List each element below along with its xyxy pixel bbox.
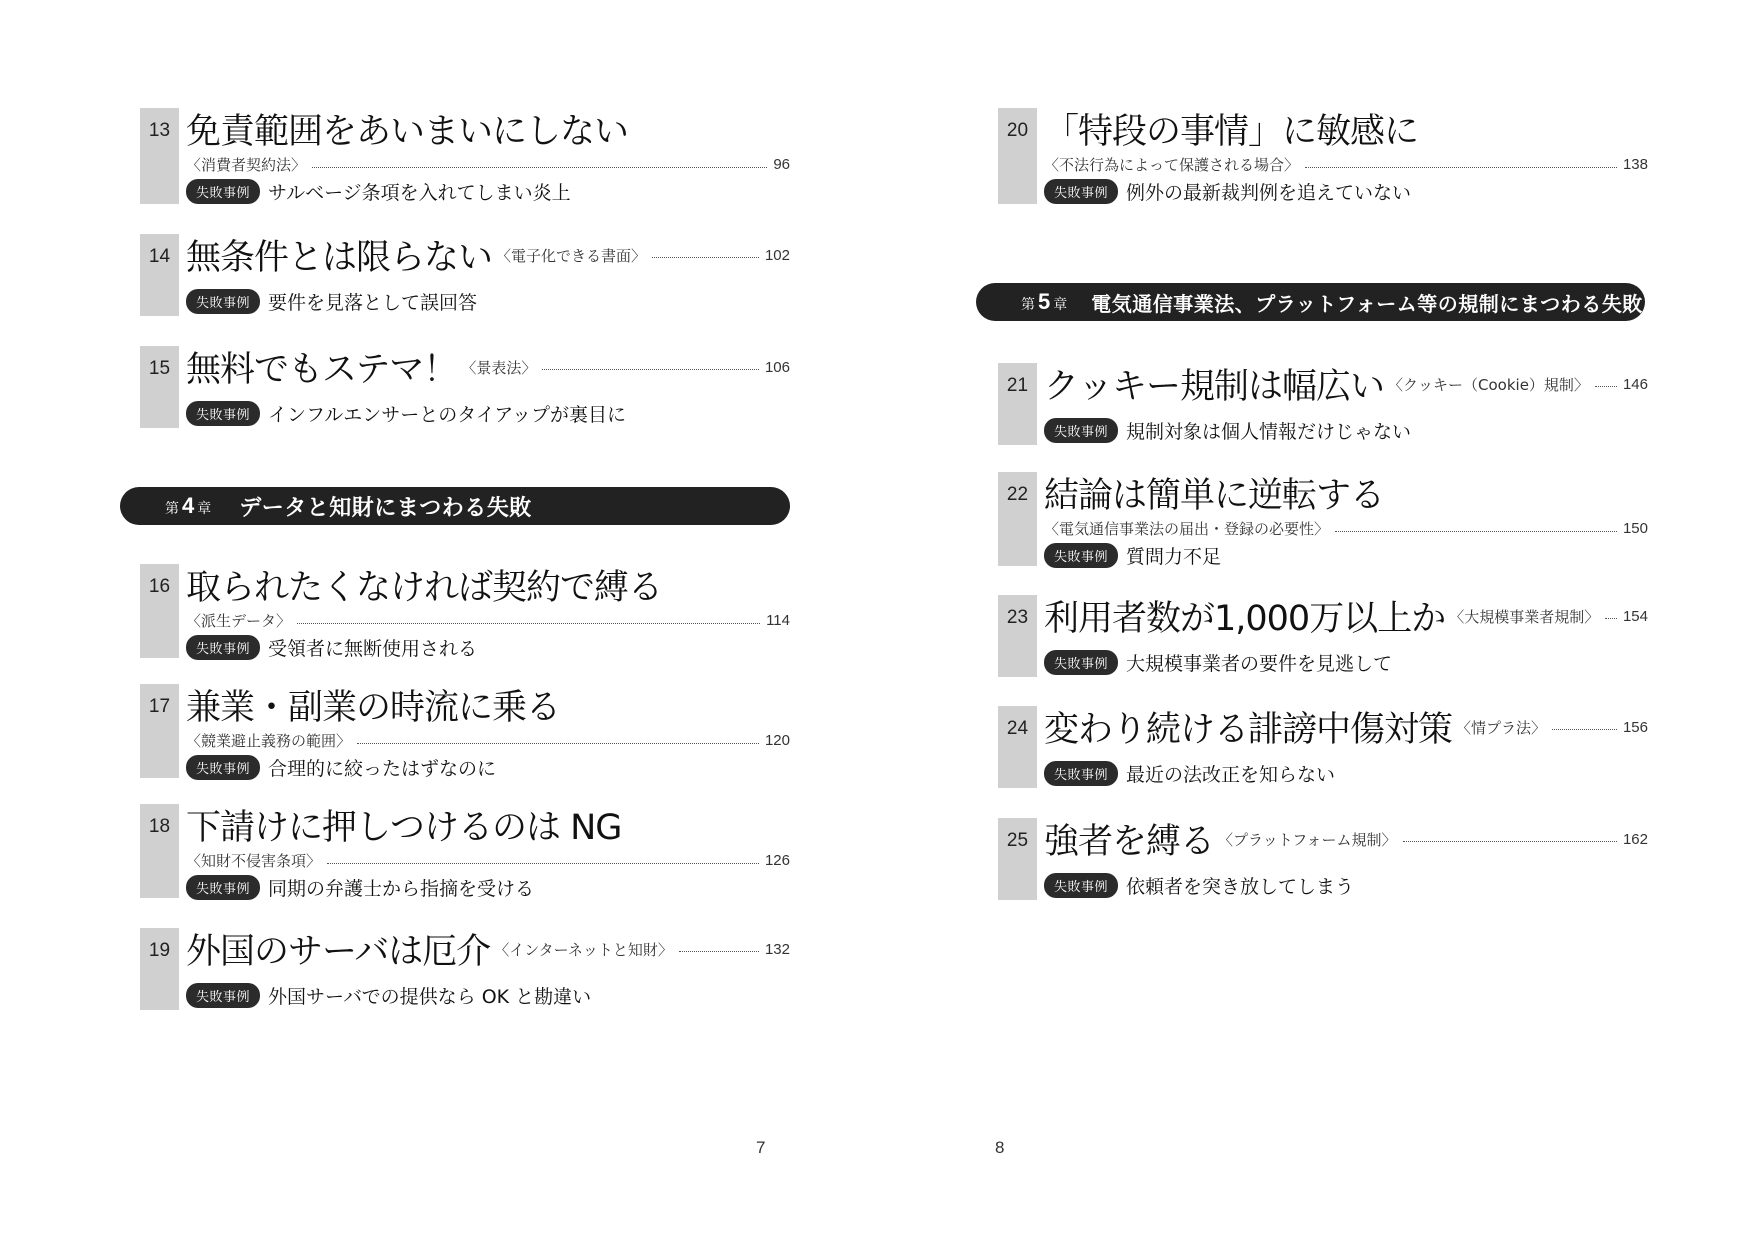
page-number-right: 8 (995, 1138, 1005, 1157)
failure-case (186, 634, 477, 661)
failure-case (186, 874, 534, 901)
chapter-title: 電気通信事業法、プラットフォーム等の規制にまつわる失敗 (1091, 291, 1643, 316)
entry-page: 120 (764, 732, 790, 749)
failure-case (186, 288, 477, 315)
entry-ref-line (186, 850, 790, 871)
entry-number: 16 (148, 576, 171, 597)
failure-case-badge: 失敗事例 (1044, 650, 1118, 675)
entry-law-ref: 〈景表法〉 (461, 358, 537, 377)
entry-title: 取られたくなければ契約で縛る (186, 568, 663, 608)
entry-page: 156 (1622, 718, 1648, 736)
failure-case-badge: 失敗事例 (186, 875, 260, 900)
failure-case (1044, 872, 1354, 899)
entry-page: 106 (764, 358, 790, 376)
entry-number: 22 (1006, 484, 1029, 505)
entry-title: 変わり続ける誹謗中傷対策 (1044, 710, 1453, 750)
entry-title: 下請けに押しつけるのは NG (186, 808, 622, 848)
entry-ref-line (186, 154, 790, 175)
failure-case-badge: 失敗事例 (186, 983, 260, 1008)
failure-case-text: 同期の弁護士から指摘を受ける (268, 878, 535, 900)
entry-ref-line (186, 730, 790, 751)
failure-case-text: 合理的に絞ったはずなのに (268, 758, 497, 780)
entry-page: 114 (766, 612, 790, 629)
failure-case-badge: 失敗事例 (186, 179, 260, 204)
entry-law-ref: 〈電子化できる書面〉 (496, 246, 647, 265)
chapter-label: 第 5 章 (1021, 289, 1068, 314)
failure-case-badge: 失敗事例 (186, 755, 260, 780)
entry-number: 21 (1006, 375, 1029, 396)
failure-case-text: インフルエンサーとのタイアップが裏目に (268, 404, 626, 426)
entry-title: 結論は簡単に逆転する (1044, 476, 1385, 516)
failure-case-text: 要件を見落として誤回答 (268, 292, 478, 314)
failure-case-badge: 失敗事例 (1044, 761, 1118, 786)
failure-case (1044, 649, 1392, 676)
page-number-left: 7 (756, 1138, 766, 1157)
entry-law-ref: 〈不法行為によって保護される場合〉 (1044, 156, 1300, 174)
entry-title: 無条件とは限らない (186, 238, 493, 278)
failure-case-text: 受領者に無断使用される (268, 638, 478, 660)
leader-dots (1305, 166, 1617, 168)
chapter-5-heading (976, 283, 1645, 321)
leader-dots (542, 368, 759, 370)
entry-ref-line (1044, 518, 1648, 539)
failure-case (1044, 542, 1221, 569)
entry-heading (1044, 359, 1648, 409)
entry-heading (186, 342, 790, 392)
failure-case (1044, 760, 1335, 787)
entry-title: 兼業・副業の時流に乗る (186, 688, 561, 728)
failure-case-badge: 失敗事例 (1044, 543, 1118, 568)
entry-title: 外国のサーバは厄介 (186, 932, 491, 972)
entry-law-ref: 〈派生データ〉 (186, 612, 292, 630)
entry-number: 20 (1006, 120, 1029, 141)
failure-case (186, 982, 591, 1009)
leader-dots (679, 950, 759, 952)
entry-page: 132 (764, 940, 790, 958)
entry-title: 免責範囲をあいまいにしない (186, 112, 629, 152)
entry-page: 96 (773, 156, 790, 173)
chapter-label: 第 4 章 (165, 493, 212, 518)
leader-dots (1605, 617, 1617, 619)
leader-dots (1335, 530, 1617, 532)
entry-heading (1044, 702, 1648, 752)
entry-page: 162 (1622, 830, 1648, 848)
entry-page: 102 (764, 246, 790, 264)
entry-title: 利用者数が1,000万以上か (1044, 599, 1446, 639)
entry-number: 17 (148, 696, 171, 717)
leader-dots (297, 622, 760, 624)
entry-law-ref: 〈消費者契約法〉 (186, 156, 307, 174)
entry-number: 18 (148, 816, 171, 837)
leader-dots (1403, 840, 1617, 842)
failure-case-badge: 失敗事例 (186, 635, 260, 660)
entry-page: 138 (1622, 156, 1648, 173)
failure-case (1044, 417, 1411, 444)
failure-case-text: 規制対象は個人情報だけじゃない (1126, 421, 1412, 443)
entry-law-ref: 〈電気通信事業法の届出・登録の必要性〉 (1044, 520, 1330, 538)
entry-page: 154 (1622, 607, 1648, 625)
entry-number: 15 (148, 358, 171, 379)
entry-law-ref: 〈大規模事業者規制〉 (1449, 607, 1600, 626)
chapter-title: データと知財にまつわる失敗 (239, 495, 532, 521)
entry-title: クッキー規制は幅広い (1044, 367, 1385, 407)
entry-heading (1044, 814, 1648, 864)
entry-title: 強者を縛る (1044, 822, 1215, 862)
entry-title: 無料でもステマ！ (186, 350, 458, 390)
entry-title: 「特段の事情」に敏感に (1044, 112, 1419, 152)
failure-case-text: サルベージ条項を入れてしまい炎上 (268, 182, 571, 204)
failure-case-text: 質問力不足 (1126, 546, 1222, 568)
entry-number: 14 (148, 246, 171, 267)
entry-page: 150 (1622, 520, 1648, 537)
entry-heading (186, 230, 790, 280)
entry-heading (186, 924, 790, 974)
failure-case-badge: 失敗事例 (1044, 873, 1118, 898)
failure-case-badge: 失敗事例 (1044, 179, 1118, 204)
leader-dots (1595, 385, 1617, 387)
entry-law-ref: 〈プラットフォーム規制〉 (1218, 830, 1397, 849)
entry-law-ref: 〈クッキー（Cookie）規制〉 (1388, 375, 1589, 394)
failure-case (186, 178, 571, 205)
entry-page: 146 (1622, 375, 1648, 393)
entry-law-ref: 〈知財不侵害条項〉 (186, 852, 322, 870)
failure-case-text: 大規模事業者の要件を見逃して (1126, 653, 1393, 675)
entry-number: 23 (1006, 607, 1029, 628)
entry-number: 24 (1006, 718, 1029, 739)
failure-case-text: 例外の最新裁判例を追えていない (1126, 182, 1412, 204)
leader-dots (652, 256, 759, 258)
entry-ref-line (186, 610, 790, 631)
leader-dots (357, 742, 759, 744)
failure-case-badge: 失敗事例 (1044, 418, 1118, 443)
entry-ref-line (1044, 154, 1648, 175)
chapter-4-heading (120, 487, 790, 525)
failure-case-text: 外国サーバでの提供なら OK と勘違い (268, 986, 592, 1008)
entry-page: 126 (764, 852, 790, 869)
entry-number: 13 (148, 120, 171, 141)
failure-case (186, 754, 496, 781)
failure-case (186, 400, 626, 427)
leader-dots (1552, 728, 1617, 730)
failure-case-text: 最近の法改正を知らない (1126, 764, 1336, 786)
entry-law-ref: 〈情プラ法〉 (1456, 718, 1547, 737)
entry-law-ref: 〈インターネットと知財〉 (494, 940, 673, 959)
entry-number: 19 (148, 940, 171, 961)
entry-number: 25 (1006, 830, 1029, 851)
leader-dots (312, 166, 767, 168)
leader-dots (327, 862, 759, 864)
entry-law-ref: 〈競業避止義務の範囲〉 (186, 732, 352, 750)
failure-case-badge: 失敗事例 (186, 401, 260, 426)
failure-case (1044, 178, 1411, 205)
failure-case-badge: 失敗事例 (186, 289, 260, 314)
entry-heading (1044, 591, 1648, 641)
failure-case-text: 依頼者を突き放してしまう (1126, 876, 1355, 898)
